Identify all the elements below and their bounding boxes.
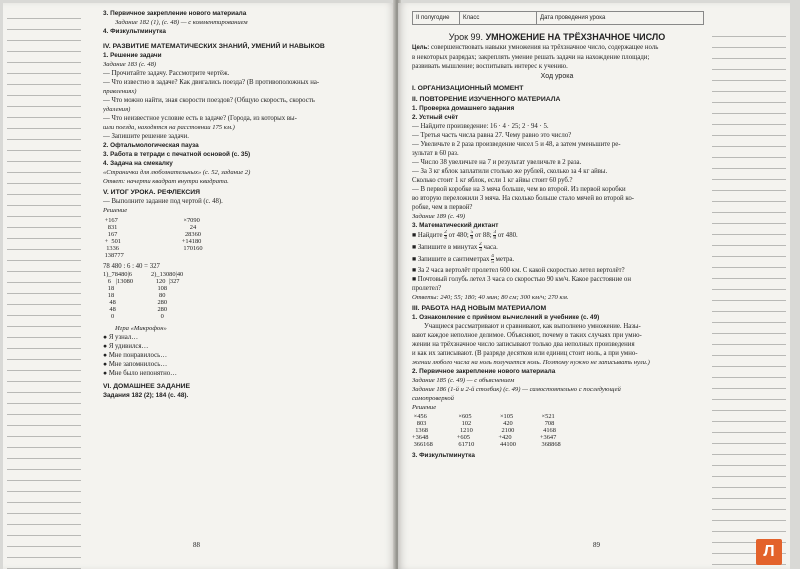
right-page-content (412, 31, 702, 460)
text-line: 4. Физкультминутка (103, 28, 166, 35)
text-line: IV. РАЗВИТИЕ МАТЕМАТИЧЕСКИХ ЗНАНИЙ, УМЕНИЙ И НАВЫКОВ (103, 43, 325, 50)
note-line (712, 225, 786, 235)
note-line (7, 350, 81, 360)
note-line (712, 38, 786, 48)
goal-line-1 (412, 43, 702, 53)
lesson-header-table (412, 11, 704, 25)
dictation-part: 3 (493, 230, 497, 235)
note-line (712, 500, 786, 510)
note-line (7, 548, 81, 558)
note-line (7, 262, 81, 272)
note-line (712, 445, 786, 455)
dictation-part: 4 (491, 254, 494, 260)
text-line: вают каждое неполное делимое. Объясняют, почему в таких случаях при умно- (412, 332, 642, 340)
text-line: 2. Устный счёт (412, 114, 459, 121)
text-line: Задание 186 (1-й и 2-й столбик) (с. 49) — самостоятельно с последующей (412, 386, 621, 394)
goal-text-1: совершенствовать навыки умножения на трёхзначное число, содержащее ноль (430, 44, 659, 51)
goal-line-3: развивать мышление; воспитывать интерес к учению. (412, 63, 568, 70)
note-line (7, 427, 81, 437)
note-line (7, 218, 81, 228)
fraction (493, 230, 496, 241)
dictation-part: 8 (470, 235, 474, 241)
last-item: 3. Физкультминутка (412, 452, 475, 460)
text-line: Задание 185 (с. 49) — с объяснением (412, 377, 515, 385)
dictation-part: 3 (479, 247, 482, 254)
header-cell-class: Класс (460, 12, 537, 24)
note-line (7, 394, 81, 404)
solution-calcs (412, 413, 702, 448)
dictation-part: Найдите (417, 232, 443, 240)
text-line: — Выполните задание под чертой (с. 48). (103, 198, 223, 205)
note-line (712, 104, 786, 114)
solution-calc: ×456 803 1368 +3648 366168 (412, 413, 433, 449)
text-line: Задание 183 (с. 48) (103, 61, 157, 68)
text-line: 1. Ознакомление с приёмом вычислений в учебнике (с. 49) (412, 314, 600, 322)
dictation-part: 5 (470, 230, 474, 235)
text-line: пролетел? (412, 285, 442, 293)
calc-addition: +167 831 167 + 501 1336 138777 (104, 217, 124, 259)
reflection-item-text: Я удивился… (108, 343, 149, 350)
note-line (712, 456, 786, 466)
text-line: Задание 189 (с. 49) (412, 213, 466, 220)
note-line (712, 302, 786, 312)
note-line (7, 196, 81, 206)
lesson-topic: УМНОЖЕНИЕ НА ТРЁХЗНАЧНОЕ ЧИСЛО (485, 32, 666, 42)
publisher-logo-icon: Л (756, 539, 782, 565)
text-line: Решение (412, 404, 437, 412)
note-line (7, 482, 81, 492)
note-line (7, 119, 81, 129)
text-line: 3. Математический диктант (412, 222, 499, 229)
equation: 78 480 : 6 : 40 = 327 (103, 263, 160, 270)
note-line (7, 361, 81, 371)
note-line (712, 478, 786, 488)
note-line (7, 207, 81, 217)
text-line: 2. Офтальмологическая пауза (103, 142, 199, 149)
note-line (712, 335, 786, 345)
note-line (7, 493, 81, 503)
reflection-item (103, 342, 385, 351)
bullet-icon: ● (103, 370, 109, 377)
dictation-part: 4 (444, 235, 447, 241)
note-line (7, 251, 81, 261)
solution-calc: ×605 102 1210 +605 61710 (456, 413, 475, 449)
text-line: во вторую переложили 3 мяча. На сколько больше стало мячей во второй ко- (412, 195, 635, 202)
note-line (712, 511, 786, 521)
calc-multiplication: ×7090 24 28360 +14180 170160 (181, 217, 203, 252)
right-text-block-b (412, 266, 702, 412)
note-line (7, 152, 81, 162)
note-line (7, 295, 81, 305)
note-line (712, 412, 786, 422)
text-line: 3. Первичное закрепление нового материала (103, 10, 247, 17)
note-line (7, 273, 81, 283)
text-line: — Найдите произведение: 16 · 4 · 25; 2 · 94 · 5. (412, 123, 549, 130)
note-line (7, 405, 81, 415)
text-line: — В первой коробке на 3 мяча больше, чем во второй. Из первой коробки (412, 186, 626, 193)
reflection-item (103, 360, 385, 369)
note-lines-right (712, 27, 786, 569)
dictation-part: от 88; (474, 232, 492, 240)
note-line (712, 71, 786, 81)
note-line (7, 163, 81, 173)
note-line (712, 93, 786, 103)
text-line: — Увеличьте в 2 раза произведение чисел 5 и 48, а затем уменьшите ре- (412, 141, 621, 148)
column-multiplication-row (103, 217, 385, 259)
note-line (7, 185, 81, 195)
text-line: ■ За 2 часа вертолёт пролетел 600 км. С какой скоростью летел вертолёт? (412, 267, 625, 275)
note-line (7, 284, 81, 294)
homework-heading: VI. ДОМАШНЕЕ ЗАДАНИЕ (103, 383, 191, 390)
note-line (7, 438, 81, 448)
fraction (491, 254, 494, 265)
bullet-icon: ● (103, 334, 109, 341)
text-line: зультат в 60 раз. (412, 150, 459, 157)
note-line (712, 324, 786, 334)
reflection-item-text: Мне было непонятно… (108, 370, 177, 377)
dictation-item (412, 254, 702, 266)
note-line (7, 416, 81, 426)
text-line: I. ОРГАНИЗАЦИОННЫЙ МОМЕНТ (412, 85, 524, 92)
text-line: 2. Первичное закрепление нового материала (412, 368, 556, 376)
fraction (444, 230, 447, 241)
note-line (712, 291, 786, 301)
fraction (470, 230, 473, 241)
note-line (712, 49, 786, 59)
note-line (712, 434, 786, 444)
note-line (7, 504, 81, 514)
note-line (7, 328, 81, 338)
note-line (7, 339, 81, 349)
dictation-part: 5 (491, 259, 494, 266)
left-text-block (103, 9, 385, 215)
reflection-item (103, 333, 385, 342)
calc-division-1: 1)_78480|6 6 |13080 18 18 48 48 0 (103, 271, 134, 320)
dictation-item (412, 230, 702, 242)
text-line: 3. Работа в тетради с печатной основой (с. 35) (103, 151, 251, 158)
note-line (712, 60, 786, 70)
text-line: Задание 182 (1), (с. 48) — с комментированием (115, 19, 248, 26)
solution-calc: ×521 708 4168 +3647 368868 (539, 413, 561, 449)
text-line: — Третья часть числа равна 27. Чему равно это число? (412, 132, 572, 139)
note-line (7, 108, 81, 118)
note-line (7, 130, 81, 140)
note-line (712, 236, 786, 246)
text-line: правлениях) (103, 88, 137, 95)
note-line (712, 423, 786, 433)
note-line (712, 126, 786, 136)
note-line (7, 229, 81, 239)
dictation-part: от 480. (497, 232, 518, 240)
solution-calc: ×105 420 2100 +420 44100 (498, 413, 516, 449)
note-line (712, 280, 786, 290)
lesson-course-heading: Ход урока (540, 73, 574, 80)
text-line: V. ИТОГ УРОКА. РЕФЛЕКСИЯ (103, 189, 201, 196)
note-line (712, 368, 786, 378)
dictation-part: Запишите в минутах (417, 244, 478, 252)
dictation-part: метра. (495, 256, 515, 264)
text-line: — Запишите решение задачи. (103, 133, 189, 140)
note-line (712, 522, 786, 532)
dictation-part: 2 (479, 242, 482, 248)
note-line (7, 306, 81, 316)
note-line (7, 31, 81, 41)
left-page (3, 3, 395, 569)
note-line (7, 86, 81, 96)
game-title: Игра «Микрофон» (115, 325, 167, 332)
note-line (7, 75, 81, 85)
text-line: робке, чем в первой? (412, 204, 473, 211)
homework-text: Задания 182 (2); 184 (с. 48). (103, 392, 189, 399)
bullet-icon: ■ (412, 244, 418, 252)
note-line (712, 214, 786, 224)
long-division-row (103, 271, 385, 320)
note-line (7, 559, 81, 569)
note-line (712, 82, 786, 92)
note-line (7, 449, 81, 459)
reflection-item-text: Я узнал… (108, 334, 139, 341)
text-line: — Что неизвестное условие есть в задаче? (Города, из которых вы- (103, 115, 297, 122)
right-page (398, 3, 790, 569)
note-line (712, 148, 786, 158)
text-line: — Что известно в задаче? Как двигались поезда? (В противоположных на- (103, 79, 320, 86)
text-line: «Странички для любознательных» (с. 52, задание 2) (103, 169, 251, 176)
note-line (712, 192, 786, 202)
text-line: 1. Проверка домашнего задания (412, 105, 515, 112)
dictation-part: 2 (444, 230, 447, 235)
text-line: III. РАБОТА НАД НОВЫМ МАТЕРИАЛОМ (412, 305, 547, 313)
note-line (7, 383, 81, 393)
note-line (7, 471, 81, 481)
text-line: Решение (103, 207, 128, 214)
note-line (7, 240, 81, 250)
text-line: жении любого числа на ноль получается ноль. Поэтому нужно не записывать нули.) (412, 359, 650, 367)
bullet-icon: ● (103, 361, 109, 368)
dictation-item (412, 242, 702, 254)
note-line (712, 181, 786, 191)
note-line (712, 269, 786, 279)
note-line (7, 9, 81, 19)
note-line (7, 537, 81, 547)
note-line (7, 372, 81, 382)
fraction (479, 242, 482, 253)
note-line (7, 515, 81, 525)
header-cell-date: Дата проведения урока (540, 15, 606, 21)
goal-line-2: в некоторых разрядах; закреплять умение решать задачи на нахождение площади; (412, 54, 650, 61)
note-line (712, 170, 786, 180)
text-line: Сколько стоит 1 кг яблок, если 1 кг айвы стоит 60 руб.? (412, 177, 573, 184)
bullet-icon: ● (103, 343, 109, 350)
bullet-icon: ■ (412, 256, 418, 264)
note-lines-left (7, 9, 81, 569)
lesson-number: Урок 99. (448, 32, 484, 42)
bullet-icon: ● (103, 352, 109, 359)
text-line: Ответы: 240; 55; 180; 40 мин; 80 см; 300 км/ч; 270 км. (412, 294, 569, 302)
text-line: 4. Задача на смекалку (103, 160, 173, 167)
note-line (712, 137, 786, 147)
text-line: самопроверкой (412, 395, 454, 403)
text-line: Ответ: начерти квадрат внутри квадрата. (103, 178, 229, 185)
dictation-part: Запишите в сантиметрах (417, 256, 490, 264)
note-line (7, 460, 81, 470)
note-line (7, 42, 81, 52)
note-line (7, 317, 81, 327)
note-line (712, 247, 786, 257)
note-line (7, 174, 81, 184)
text-line: Учащиеся рассматривают и сравнивают, как выполнено умножение. Назы- (424, 323, 641, 331)
text-line: ■ Почтовый голубь летел 3 часа со скоростью 90 км/ч. Какое расстояние он (412, 276, 631, 284)
note-line (7, 526, 81, 536)
reflection-list (103, 333, 385, 378)
note-line (712, 159, 786, 169)
note-line (712, 489, 786, 499)
text-line: II. ПОВТОРЕНИЕ ИЗУЧЕННОГО МАТЕРИАЛА (412, 96, 561, 103)
reflection-item-text: Мне запомнилось… (108, 361, 168, 368)
note-line (7, 141, 81, 151)
dictation-part: от 480; (448, 232, 469, 240)
dictation-part: часа. (483, 244, 498, 252)
text-line: — Число 38 увеличьте на 7 и результат увеличьте в 2 раза. (412, 159, 582, 166)
right-text-block-a (412, 84, 702, 230)
goal-label: Цель: (412, 45, 430, 51)
bullet-icon: ■ (412, 232, 418, 240)
page-number-right: 89 (593, 541, 600, 549)
note-line (7, 97, 81, 107)
reflection-item (103, 369, 385, 378)
note-line (712, 313, 786, 323)
note-line (712, 379, 786, 389)
note-line (712, 401, 786, 411)
text-line: удаления) (103, 106, 131, 113)
text-line: — Прочитайте задачу. Рассмотрите чертёж. (103, 70, 230, 77)
note-line (712, 27, 786, 37)
text-line: — Что можно найти, зная скорости поездов? (Общую скорость, скорость (103, 97, 315, 104)
reflection-item-text: Мне понравилось… (108, 352, 168, 359)
calc-division-2: 2)_13080|40 120 |327 108 80 280 280 0 (151, 271, 184, 320)
header-cell-semester: II полугодие (413, 12, 460, 24)
note-line (712, 258, 786, 268)
text-line: шли поезда, находятся на расстоянии 175 км.) (103, 124, 235, 131)
text-line (103, 36, 385, 40)
left-page-content (103, 9, 385, 400)
note-line (712, 390, 786, 400)
dictation-list (412, 230, 702, 266)
text-line: и как их записывают. (В разряде десятков или единиц стоит ноль, а при умно- (412, 350, 638, 358)
note-line (712, 357, 786, 367)
page-number-left: 88 (193, 541, 200, 549)
lesson-title (412, 31, 702, 43)
note-line (712, 115, 786, 125)
note-line (712, 203, 786, 213)
text-line: — За 3 кг яблок заплатили столько же рублей, сколько за 4 кг айвы. (412, 168, 608, 175)
reflection-item (103, 351, 385, 360)
note-line (7, 53, 81, 63)
note-line (712, 346, 786, 356)
dictation-part: 8 (493, 235, 497, 241)
text-line: жении на трёхзначное число записывают только два неполных произведения (412, 341, 635, 349)
text-line: 1. Решение задачи (103, 52, 162, 59)
note-line (712, 467, 786, 477)
note-line (7, 64, 81, 74)
note-line (7, 20, 81, 30)
